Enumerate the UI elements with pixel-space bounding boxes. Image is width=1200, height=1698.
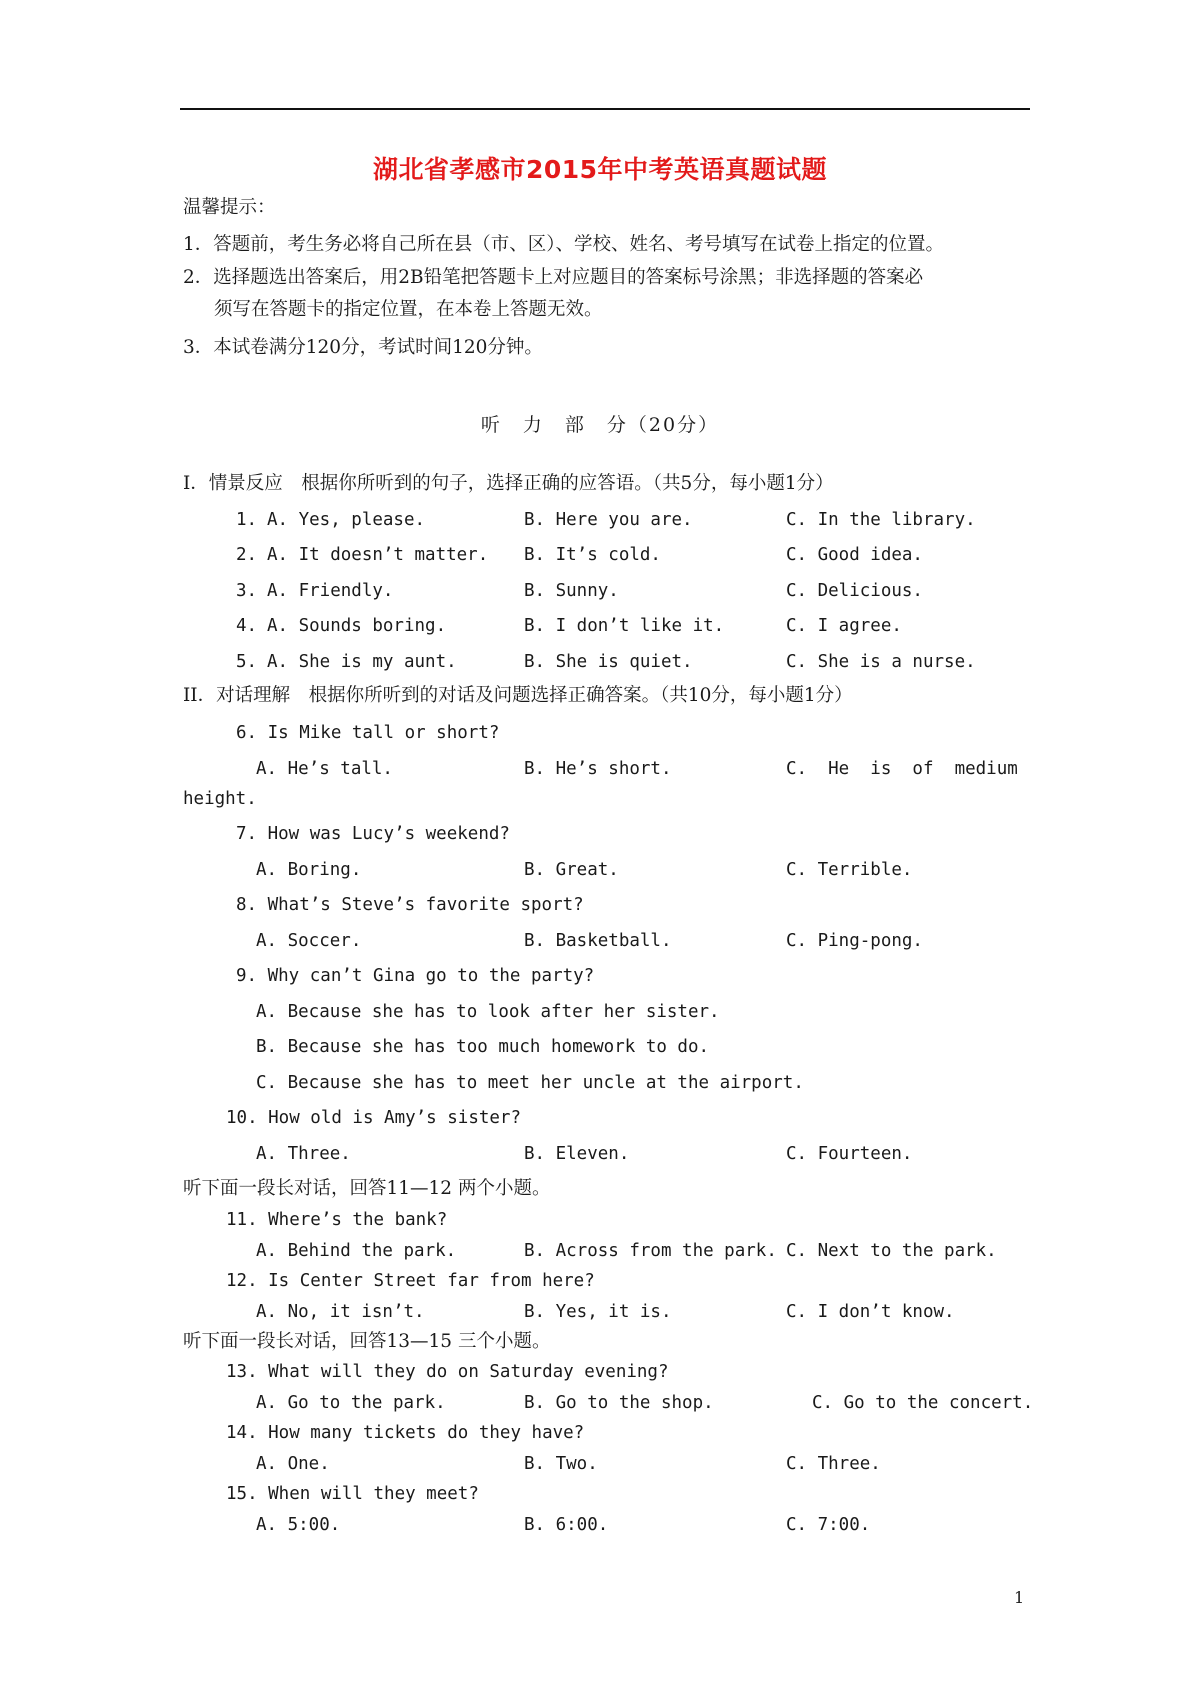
q1-option-b: B. Here you are. (524, 510, 693, 530)
part1-heading: I．情景反应 根据你所听到的句子，选择正确的应答语。（共5分，每小题1分） (183, 473, 834, 494)
q11-option-a: A. Behind the park. (256, 1241, 457, 1261)
q4-option-c: C. I agree. (786, 616, 902, 636)
notice-heading: 温馨提示： (183, 197, 276, 218)
q9-option-c: C. Because she has to meet her uncle at the airport. (256, 1073, 804, 1093)
q14-option-b: B. Two. (524, 1454, 598, 1474)
q9-question: 9. Why can’t Gina go to the party? (236, 966, 595, 986)
q9-option-b: B. Because she has too much homework to do. (256, 1037, 710, 1057)
q7-option-c: C. Terrible. (786, 860, 913, 880)
q6-option-a: A. He’s tall. (256, 759, 393, 779)
q4-option-b: B. I don’t like it. (524, 616, 725, 636)
q9-option-a: A. Because she has to look after her sister. (256, 1002, 720, 1022)
q15-option-c: C. 7:00. (786, 1515, 871, 1535)
q14-option-a: A. One. (256, 1454, 330, 1474)
header-rule (180, 108, 1030, 110)
q5-number: 5. (236, 652, 258, 672)
notice-item-1: 1．答题前，考生务必将自己所在县（市、区）、学校、姓名、考号填写在试卷上指定的位置。 (183, 234, 945, 255)
dialog-instruction-2: 听下面一段长对话，回答13—15 三个小题。 (183, 1331, 551, 1352)
q1-option-a: A. Yes, please. (267, 510, 426, 530)
document-title: 湖北省孝感市2015年中考英语真题试题 (372, 155, 828, 184)
q13-option-c: C. Go to the concert. (812, 1393, 1034, 1413)
q12-question: 12. Is Center Street far from here? (226, 1271, 595, 1291)
q12-option-c: C. I don’t know. (786, 1302, 955, 1322)
q7-option-a: A. Boring. (256, 860, 362, 880)
q10-option-c: C. Fourteen. (786, 1144, 913, 1164)
q3-number: 3. (236, 581, 258, 601)
q5-option-c: C. She is a nurse. (786, 652, 976, 672)
q10-option-b: B. Eleven. (524, 1144, 630, 1164)
section-title: 听 力 部 分（20分） (480, 414, 720, 436)
q8-option-c: C. Ping-pong. (786, 931, 923, 951)
notice-item-2: 2．选择题选出答案后，用2B铅笔把答题卡上对应题目的答案标号涂黑；非选择题的答案必 (183, 267, 924, 288)
q6-question: 6. Is Mike tall or short? (236, 723, 500, 743)
q13-question: 13. What will they do on Saturday evening? (226, 1362, 669, 1382)
q2-option-c: C. Good idea. (786, 545, 923, 565)
q6-option-c-cont: height. (183, 789, 257, 809)
q1-option-c: C. In the library. (786, 510, 976, 530)
q5-option-b: B. She is quiet. (524, 652, 693, 672)
q8-option-a: A. Soccer. (256, 931, 362, 951)
q7-option-b: B. Great. (524, 860, 619, 880)
dialog-instruction-1: 听下面一段长对话，回答11—12 两个小题。 (183, 1178, 551, 1199)
q5-option-a: A. She is my aunt. (267, 652, 457, 672)
q3-option-b: B. Sunny. (524, 581, 619, 601)
q2-option-a: A. It doesn’t matter. (267, 545, 489, 565)
q4-option-a: A. Sounds boring. (267, 616, 447, 636)
q15-option-b: B. 6:00. (524, 1515, 609, 1535)
q2-number: 2. (236, 545, 258, 565)
q15-question: 15. When will they meet? (226, 1484, 479, 1504)
q4-number: 4. (236, 616, 258, 636)
q15-option-a: A. 5:00. (256, 1515, 341, 1535)
q8-option-b: B. Basketball. (524, 931, 672, 951)
q10-question: 10. How old is Amy’s sister? (226, 1108, 522, 1128)
q10-option-a: A. Three. (256, 1144, 351, 1164)
q1-number: 1. (236, 510, 258, 530)
page-number: 1 (1014, 1588, 1025, 1607)
notice-item-2-cont: 须写在答题卡的指定位置，在本卷上答题无效。 (214, 299, 603, 320)
q2-option-b: B. It’s cold. (524, 545, 661, 565)
q13-option-a: A. Go to the park. (256, 1393, 446, 1413)
q14-option-c: C. Three. (786, 1454, 881, 1474)
q6-option-c: C. He is of medium (786, 759, 1018, 779)
q3-option-a: A. Friendly. (267, 581, 394, 601)
q12-option-b: B. Yes, it is. (524, 1302, 672, 1322)
q3-option-c: C. Delicious. (786, 581, 923, 601)
q11-option-b: B. Across from the park. (524, 1241, 777, 1261)
q11-option-c: C. Next to the park. (786, 1241, 997, 1261)
q8-question: 8. What’s Steve’s favorite sport? (236, 895, 584, 915)
q13-option-b: B. Go to the shop. (524, 1393, 714, 1413)
q7-question: 7. How was Lucy’s weekend? (236, 824, 510, 844)
q11-question: 11. Where’s the bank? (226, 1210, 448, 1230)
part2-heading: II．对话理解 根据你所听到的对话及问题选择正确答案。（共10分，每小题1分） (183, 685, 853, 706)
q12-option-a: A. No, it isn’t. (256, 1302, 425, 1322)
notice-item-3: 3．本试卷满分120分，考试时间120分钟。 (183, 337, 543, 358)
q6-option-b: B. He’s short. (524, 759, 672, 779)
q14-question: 14. How many tickets do they have? (226, 1423, 585, 1443)
